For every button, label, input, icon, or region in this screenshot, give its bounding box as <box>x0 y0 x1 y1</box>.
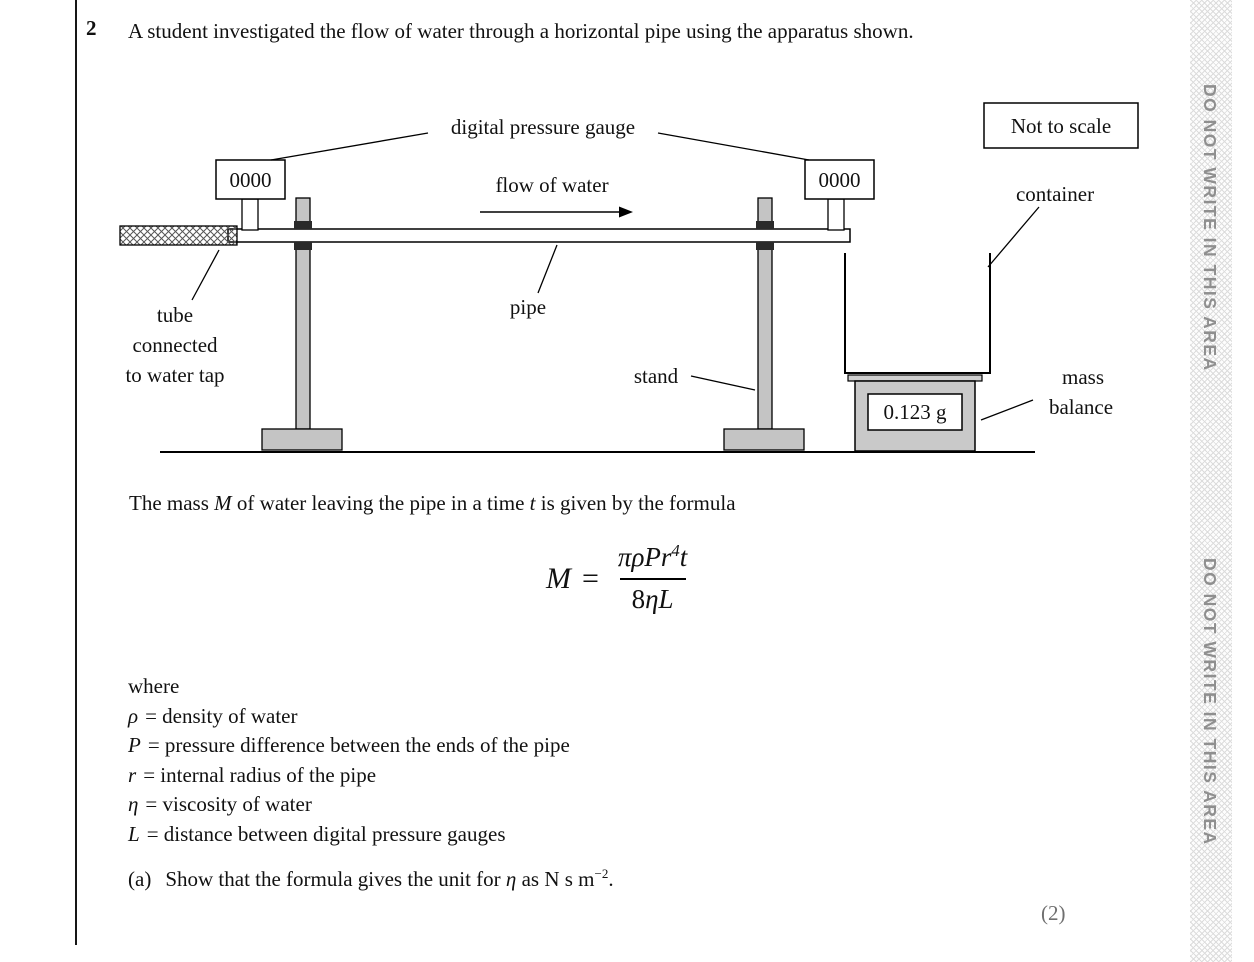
part-a-label: (a) <box>128 867 152 891</box>
formula-equals: = <box>582 561 599 595</box>
definition-row: P = pressure difference between the ends of the pipe <box>128 733 570 758</box>
container <box>845 253 990 373</box>
formula <box>546 542 695 615</box>
symbol-M: M <box>214 491 232 515</box>
definition-row: r = internal radius of the pipe <box>128 762 377 787</box>
formula-numerator: πρPr$^4$t <box>617 541 688 572</box>
clamp-right-bottom <box>756 242 774 250</box>
clamp-left-bottom <box>294 242 312 250</box>
where-block <box>128 672 570 850</box>
tube-hatched <box>120 226 237 245</box>
definition-row: L = distance between digital pressure gauges <box>128 821 506 846</box>
label-mass-1: mass <box>1062 365 1104 389</box>
label-stand: stand <box>633 364 679 388</box>
pipe <box>228 229 850 242</box>
stand-pointer <box>691 376 755 390</box>
question-number: 2 <box>86 16 97 40</box>
clamp-right-top <box>756 221 774 229</box>
tube-pointer <box>192 250 219 300</box>
left-margin-rule <box>75 0 77 945</box>
stand-right-base <box>724 429 804 450</box>
symbol-eta: η <box>505 867 517 891</box>
label-tube-2: connected <box>132 333 218 357</box>
unit-exponent: −2 <box>594 866 609 881</box>
part-a-text: as <box>516 867 545 891</box>
definition-row: η = viscosity of water <box>128 792 312 817</box>
label-tube-3: to water tap <box>125 363 225 387</box>
gauge-pointer-left <box>271 133 428 160</box>
formula-lhs: M <box>546 561 571 595</box>
clamp-left-top <box>294 221 312 229</box>
intro-part: is given by the formula <box>535 491 736 515</box>
unit-base: N s m <box>544 867 595 891</box>
part-a-text: Show that the formula gives the unit for <box>165 867 506 891</box>
question-text: A student investigated the flow of water through a horizontal pipe using the apparatus shown. <box>128 19 914 43</box>
label-tube-1: tube <box>156 303 194 327</box>
label-mass-2: balance <box>1048 395 1114 419</box>
flow-arrow-head <box>619 207 633 218</box>
part-a-text: . <box>608 867 614 891</box>
do-not-write-text-top: DO NOT WRITE IN THIS AREA <box>1200 84 1220 372</box>
apparatus-diagram <box>95 95 1165 465</box>
marks-badge: (2) <box>1041 901 1066 925</box>
intro-part: The mass <box>129 491 215 515</box>
part-a-question <box>128 867 614 892</box>
stand-left-base <box>262 429 342 450</box>
symbol-t: t <box>529 491 536 515</box>
not-to-scale-label: Not to scale <box>1010 114 1112 138</box>
label-pipe: pipe <box>509 295 547 319</box>
container-pointer <box>988 207 1039 267</box>
label-digital-pressure-gauge: digital pressure gauge <box>450 115 636 139</box>
gauge-right-reading: 0000 <box>818 168 861 192</box>
gauge-right-stem <box>828 199 844 230</box>
formula-fraction <box>610 542 695 615</box>
gauge-left-reading: 0000 <box>229 168 272 192</box>
do-not-write-text-bottom: DO NOT WRITE IN THIS AREA <box>1200 558 1220 846</box>
where-label: where <box>128 674 180 698</box>
definition-row: ρ = density of water <box>128 703 298 728</box>
gauge-pointer-right <box>658 133 809 160</box>
balance-pointer <box>981 400 1033 420</box>
balance-reading: 0.123 g <box>883 400 947 424</box>
label-flow-of-water: flow of water <box>495 173 609 197</box>
pipe-pointer <box>538 245 557 293</box>
balance-platform <box>848 375 982 381</box>
label-container: container <box>1015 182 1095 206</box>
formula-intro-sentence <box>129 491 736 516</box>
formula-denominator: 8ηL <box>620 578 686 615</box>
gauge-left-stem <box>242 199 258 230</box>
intro-part: of water leaving the pipe in a time <box>231 491 530 515</box>
